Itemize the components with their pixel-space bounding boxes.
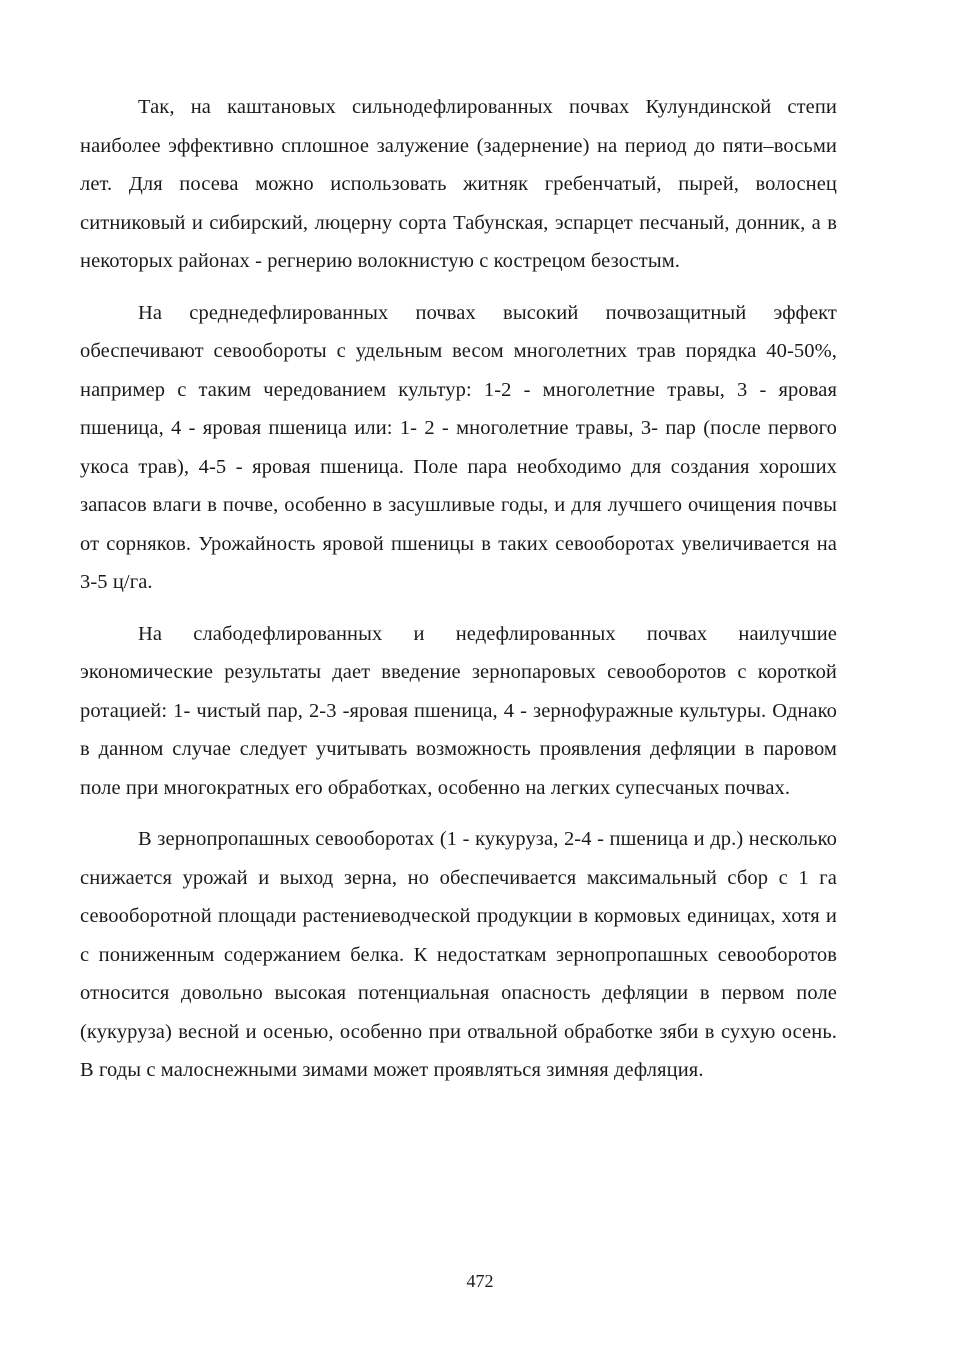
page-number: 472 [466,1271,494,1291]
paragraph-3: На слабодефлированных и недефлированных почвах наилучшие экономические результаты дает введение зернопаровых севооборотов с короткой ротацией: 1- чистый пар, 2-3 -яровая пшеница, 4 - зернофуражные культуры. Однако в данном случае следует учитывать возможность проявления дефляции в паровом поле при многократных его обработках, особенно на легких супесчаных почвах. [80,622,837,799]
body-text [80,88,837,1103]
paragraph-2: На среднедефлированных почвах высокий почвозащитный эффект обеспечивают севообороты с удельным весом многолетних трав порядка 40-50%, например с таким чередованием культур: 1-2 - многолетние травы, 3 - яровая пшеница, 4 - яровая пшеница или: 1- 2 - многолетние травы, 3- пар (после первого укоса трав), 4-5 - яровая пшеница. Поле пара необходимо для создания хороших запасов влаги в почве, особенно в засушливые годы, и для лучшего очищения почвы от сорняков. Урожайность яровой пшеницы в таких севооборотах увеличивается на 3-5 ц/га. [80,301,837,593]
paragraph-4: В зернопропашных севооборотах (1 - кукуруза, 2-4 - пшеница и др.) несколько снижается урожай и выход зерна, но обеспечивается максимальный сбор с 1 га севооборотной площади растениеводческой продукции в кормовых единицах, хотя и с пониженным содержанием белка. К недостаткам зернопропашных севооборотов относится довольно высокая потенциальная опасность дефляции в первом поле (кукуруза) весной и осенью, особенно при отвальной обработке зяби в сухую осень. В годы с малоснежными зимами может проявляться зимняя дефляция. [80,828,837,1081]
paragraph-1: Так, на каштановых сильнодефлированных почвах Кулундинской степи наиболее эффективно сплошное залужение (задернение) на период до пяти–восьми лет. Для посева можно использовать житняк гребенчатый, пырей, волоснец ситниковый и сибирский, люцерну сорта Табунская, эспарцет песчаный, донник, а в некоторых районах - регнерию волокнистую с кострецом безостым. [80,96,837,272]
